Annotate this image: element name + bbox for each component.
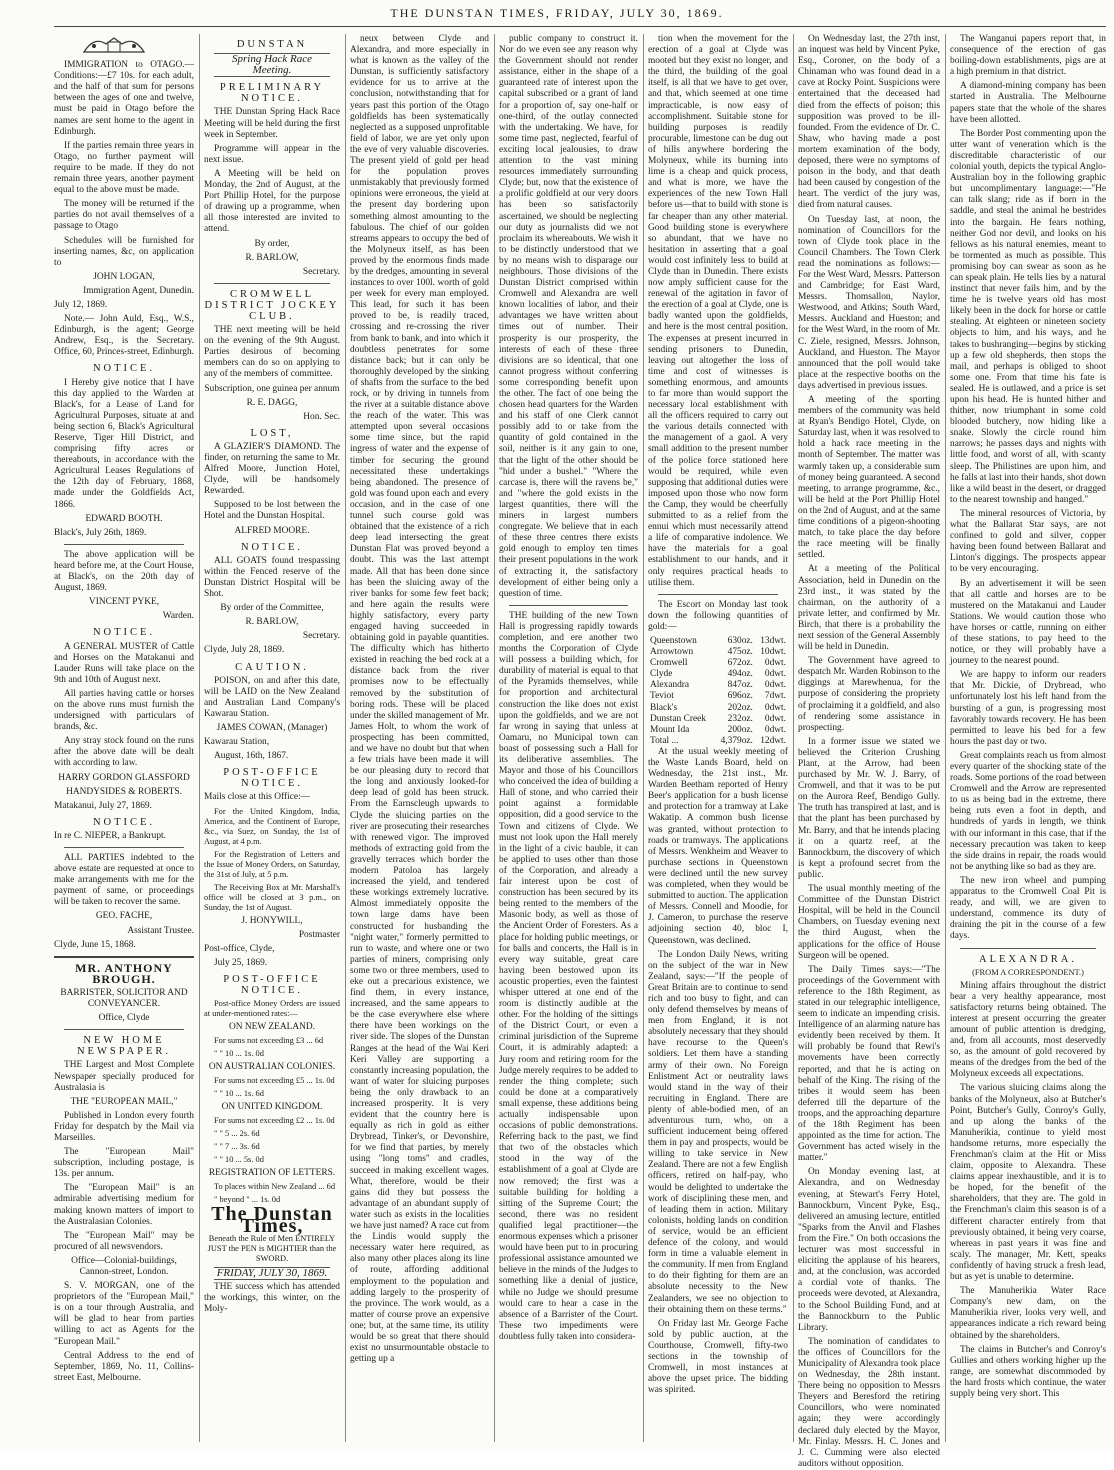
article-paragraph: Post-office, Clyde, [204, 943, 275, 954]
article-paragraph: The Wanganui papers report that, in consequence of the erection of gas boiling-down establishments, pigs are at a high premium in that district. [950, 34, 1106, 78]
section-divider [658, 594, 778, 595]
article-paragraph: S. V. MORGAN, one of the proprietors of the "European Mail," is on a tour through Australia, and will be glad to hear from parties willing to act as Agents for the "European Mail." [54, 1281, 194, 1347]
table-cell: 4,379oz. [720, 735, 753, 746]
article-paragraph: BARRISTER, SOLICITOR AND CONVEYANCER. [60, 987, 188, 1010]
article-paragraph: July 25, 1869. [214, 957, 268, 968]
table-cell: 696oz. [727, 691, 753, 702]
table-cell: 232oz. [727, 713, 753, 724]
section-divider [64, 544, 184, 545]
table-cell: 202oz. [727, 702, 753, 713]
article-paragraph: The above application will be heard before me, at the Court House, at Black's, on the 20th day of August, 1869. [54, 549, 194, 594]
article-paragraph: THE "EUROPEAN MAIL," [70, 1096, 178, 1107]
article-paragraph: " beyond " ... 1s. 0d [214, 1195, 281, 1205]
article-paragraph: A diamond-mining company has been started in Australia. The Melbourne papers state that the whole of the shares have been allotted. [950, 81, 1106, 125]
article-paragraph: Office, Clyde [98, 1013, 150, 1024]
coat-of-arms-emblem [54, 34, 174, 56]
table-cell: Teviot [650, 691, 674, 702]
article-paragraph: The Receiving Box at Mr. Marshall's office will be closed at 3 p.m., on Sunday, the 1st of August. [204, 882, 340, 912]
article-paragraph: JOHN LOGAN, [93, 271, 155, 282]
article-paragraph: Warden. [162, 611, 194, 622]
table-cell: 13dwt. [760, 635, 786, 646]
column-6 [798, 34, 940, 1469]
article-paragraph: The usual monthly meeting of the Committee of the Dunstan District Hospital, will be held in the Council Chambers, on Tuesday evening next the third August, when the applications for the office of House Surgeon will be opened. [798, 884, 940, 961]
gold-escort-table [648, 636, 788, 747]
table-cell: Mount Ida [650, 724, 690, 735]
article-paragraph: Immigration Agent, Dunedin. [83, 285, 194, 296]
article-paragraph: Schedules will be furnished for inserting names, &c, on application to [54, 235, 194, 268]
article-paragraph: HANDYSIDES & ROBERTS. [66, 786, 182, 797]
section-heading: LOST, [250, 427, 294, 439]
article-paragraph: THE Dunstan Spring Hack Race Meeting will be held during the first week in September. [204, 107, 340, 140]
article-paragraph: A GLAZIER'S DIAMOND. The finder, on returning the same to Mr. Alfred Moore, Junction Hotel, Clyde, will be handsomely Rewarded. [204, 441, 340, 497]
article-paragraph: Mails close at this Office:— [204, 792, 311, 803]
article-paragraph: JAMES COWAN, (Manager) [216, 722, 328, 733]
section-divider [64, 847, 184, 848]
article-paragraph: On Wednesday last, the 27th inst, an inquest was held by Vincent Pyke, Esq., Coroner, on the body of a Chinaman who was found dead in a cave at Rocky Point. Suspicions were entertained that the deceased had died from the effects of poison; this supposition was proved to be ill-founded. From the evidence of Dr. C. Shaw, who having made a post mortem examination of the body, deposed, there were no symptoms of poison in the body, and that death had been caused by congestion of the heart. The verdict of the jury was, died from natural causes. [798, 34, 940, 211]
table-cell: 494oz. [727, 669, 753, 680]
article-paragraph: ON AUSTRALIAN COLONIES. [208, 1062, 336, 1073]
table-cell: Cromwell [650, 658, 688, 669]
section-divider [54, 956, 194, 958]
column-rule [945, 34, 946, 1442]
article-paragraph: On Friday last Mr. George Fache sold by public auction, at the Courthouse, Cromwell, fifty-two sections in the township of Cromwell, in most instances at above the upset price. The bidding was spirited. [648, 1318, 788, 1396]
article-paragraph: On Tuesday last, at noon, the nomination of Councillors for the town of Clyde took place in the Council Chambers. The Town Clerk read the nominations as follows:—For the West Ward, Messrs. Patterson and Cambridge; for East Ward, Messrs. Thomsallon, Naylor, Westwood, and Atkins; South Ward, Messrs. Auckland and Hueston; and for the West Ward, in the room of Mr. C. Ziele, resigned, Messrs. Johnson, Auckland, and Hueston. The Mayor announced that the poll would take place at the respective booths on the days advertised in previous issues. [798, 214, 940, 391]
article-paragraph: At a meeting of the Political Association, held in Dunedin on the 23rd inst., it was stated by the chairman, on the authority of a private letter, and confirmed by Mr. Birch, that there is a probability the next session of the General Assembly will be held in Dunedin. [798, 564, 940, 653]
table-cell: 0dwt. [764, 724, 786, 735]
article-paragraph: ON NEW ZEALAND. [228, 1022, 315, 1033]
article-paragraph: POISON, on and after this date, will be LAID on the New Zealand and Australian Land Company's Kawarau Station. [204, 675, 340, 719]
article-paragraph: neux between Clyde and Alexandra, and more especially in what is known as the valley of the Dunstan, is sufficiently satisfactory evidence for us to arrive at the conclusion, notwithstanding that for years past this portion of the Otago goldfields has been systematically neglected as a supposed unprofitable field of labor, we are yet only upon the eve of very valuable discoveries. The present yield of gold per head for the population proves unmistakably that previously formed opinions were erroneous, the yield at the present day bordering upon something almost amounting to the fabulous. The chief of our golden streams appears to occupy the bed of the Molyneux itself, as has been proved by the enormous finds made by the dredges, amounting in several instances to over 100l. worth of gold per week for every man employed. This lead, for such it has been proved to be, is readily traced, crossing and re-crossing the river from bank to bank, and into which it doubtless penetrates for some distance back; but it can only be thoroughly developed by the sinking of shafts from the surface to the bed rock, or by driving in tunnels from the river at a suitable distance above the reach of the water. This was attempted upon several occasions some time since, but the rapid ingress of water and the expense of timber for securing the ground necessitated these undertakings being abandoned. The presence of gold was found upon each and every occasion, and in the case of one tunnel such course gold was obtained that the existence of a rich deep lead intersecting the great Dunstan Flat was proved beyond a doubt. This was the last attempt made. All that has been done since has been the sluicing away of the river banks for some few feet back; and here again the results were highly satisfactory, every party engaged having succeeded in obtaining gold in payable quantities. The difficulty which has hitherto existed in reaching the bed rock at a distance back from the river promises now to be effectually removed by the substitution of boring rods. These will be placed under the skilled management of Mr. James Holt, to whom the work of prospecting has been committed, and we have no doubt but that when a few trials have been made it will be our pleasing duty to record that the long and anxiously looked-for deep lead of gold has been struck. From the Earnscleugh upwards to Clyde the sluicing parties on the river are prosecuting their researches with renewed vigor. The improved methods of extracting gold from the gravelly terraces which border the modern Patoloa has largely increased the yield, and tendered these workings extremely lucrative. Almost immediately opposite the town large dams have been constructed for husbanding the "night water," formerly permitted to run to waste, and where one or two parties of miners, comprising only some two or three members, used to eke out a precarious existence, we find them, in every instance, increased, and the same appears to be the case everywhere else where there have been workings on the river side. The slopes of the Dunstan Ranges at the head of the Wai Keri Keri Valley are supporting a constantly increasing population, the want of water for sluicing purposes being the only drawback to an increased prosperity. It is very evident that the country here is equally as rich in gold as either Drybread, Tinker's, or Devonshire, for we find that parties, by merely using "long toms" and cradles, succeed in making excellent wages. What, therefore, would be their gains did they but possess the advantage of an abundant supply of water such as exists in the localities we have just named? A race cut from the Lindis would supply the necessary water here required, as also many other places along its line of route, affording additional employment to the population and adding largely to the prosperity of the province. The work would, as a matter of course prove an expensive one; but, at the same time, its utility would be so great that there should exist no unsurmountable obstacle to getting up a [350, 34, 489, 1365]
article-paragraph: " " 10 ... 1s. 6d [214, 1089, 264, 1099]
article-paragraph: The money will be returned if the parties do not avail themselves of a passage to Otago [54, 199, 194, 232]
article-paragraph: By an advertisement it will be seen that all cattle and horses are to be mustered on the Matakanui and Lauder Stations. We would caution those who have horses or cattle, running on either of these stations, to pay heed to the notice, or they will probably have a journey to the nearest pound. [950, 578, 1106, 667]
article-paragraph: ALFRED MOORE. [234, 525, 310, 536]
article-paragraph: The mineral resources of Victoria, by what the Ballarat Star says, are not confined to gold and silver, copper having been found between Ballarat and Linton's diggings. The prospects appear to be very encouraging. [950, 508, 1106, 575]
article-paragraph: In a former issue we stated we believed the Criterion Crushing Plant, at the Arrow, had been purchased by Mr. W. J. Barry, of Cromwell, and that it was to be put on the Aurora Reef, Bendigo Gully. The truth has transpired at last, and is that the plant has been purchased by Mr. Barry, and that he intends placing it on a quartz reef, at the Bannockburn, the discovery of which is kept a profound secret from the public. [798, 736, 940, 880]
article-paragraph: ALL GOATS found trespassing within the Fenced reserve of the Dunstan District Hospital will be Shot. [204, 555, 340, 600]
article-paragraph: The Daily Times says:—"The proceedings of the Government with reference to the 18th Regiment, as stated in our telegraphic intelligence, seem to indicate an impending crisis. Intelligence of an alarming nature has evidently been received by them. It will probably be found that Rewi's movements have been correctly reported, and that he is acting on behalf of the King. The rising of the tribes it would seem has been deferred till the departure of the troops, and the approaching departure of the 18th Regiment has been appointed as the time for action. The Government has acted wisely in the matter." [798, 964, 940, 1164]
table-cell: 7dwt. [764, 691, 786, 702]
article-paragraph: THE next meeting will be held on the evening of the 9th August. Parties desirous of becoming members can do so on applying to any of the members of committee. [204, 325, 340, 380]
bold-heading: MR. ANTHONY BROUGH. [75, 960, 173, 986]
article-paragraph: The "European Mail" may be procured of all newsvendors. [54, 1230, 194, 1252]
article-paragraph: J. HONYWILL, [241, 915, 303, 926]
article-paragraph: THE Largest and Most Complete Newspaper specially produced for Australasia is [54, 1060, 194, 1093]
article-paragraph: The Manuherikia Water Race Company's new dam, on the Manuherikia river, looks very well, and appearances indicate a rich reward being obtained by the shareholders. [950, 1286, 1106, 1341]
article-paragraph: A meeting of the sporting members of the community was held at Ryan's Bendigo Hotel, Clyde, on Saturday last, when it was resolved to hold a hack race meeting in the month of September. The matter was warmly taken up, a considerable sum of money being guaranteed. A second meeting, to arrange programme, &c., will be held at the Port Phillip Hotel on the 2nd of August, and at the same time conditions of a pigeon-shooting match, to take place the day before the race meeting will be finally settled. [798, 395, 940, 561]
article-paragraph: The London Daily News, writing on the subject of the war in New Zealand, says:—"If the people of Great Britain are to continue to send rich and too busy to fight, and can only defend themselves by means of men from England, it is not absolutely necessary that they should have recourse to the Queen's soldiers. Let them have a standing army of their own. No Foreign Enlistment Act or neutrality laws would stand in the way of their recruiting in England. There are plenty of able-bodied men, of an adventurous turn, who, on a sufficient inducement being offered them in pay and prospects, would be willing to take service in New Zealand. There are not a few English officers, retired on half-pay, who would be delighted to undertake the work of disciplining these men, and of leading them in action. Military colonists, holding lands on condition of service, would be an efficient defence of the colony, and would form in time a valuable element in the community. If men from England to do their fighting for them are an absolute necessity to the New Zealanders, we see no objection to their obtaining them on these terms." [648, 949, 788, 1315]
section-divider [64, 1029, 184, 1030]
column-rule [494, 34, 495, 1442]
table-row [648, 736, 788, 747]
table-row [648, 714, 788, 725]
column-rule [345, 34, 346, 1442]
section-divider [214, 283, 330, 284]
article-paragraph: " " 7 ... 3s. 6d [214, 1142, 260, 1152]
table-cell: Total ... [650, 735, 679, 746]
article-paragraph: On Monday evening last, at Alexandra, and on Wednesday evening, at Stewart's Ferry Hotel, Bannockburn, Vincent Pyke, Esq., delivered an amusing lecture, entitled "Sparks from the Anvil and Flashes from the Fire." On both occasions the lecturer was most successful in eliciting the applause of his hearers, and, at the conclusion, was accorded a cordial vote of thanks. The proceeds were devoted, at Alexandra, to the School Building Fund, and at the Bannockburn to the Public Library. [798, 1167, 940, 1333]
article-paragraph: HARRY GORDON GLASSFORD [58, 772, 190, 783]
top-rule [54, 26, 1106, 27]
article-paragraph: Post-office Money Orders are issued at under-mentioned rates:— [204, 999, 340, 1019]
table-cell: Dunstan Creek [650, 713, 706, 724]
section-heading: NOTICE. [92, 363, 156, 375]
table-row [648, 725, 788, 736]
table-cell: 0dwt. [764, 680, 786, 691]
section-divider [960, 948, 1096, 949]
article-paragraph: If the parties remain three years in Otago, no further payment will require to be made. If they do not remain three years, another payment equal to the above must be made. [54, 140, 194, 196]
article-paragraph: GEO. FACHE, [95, 911, 153, 922]
section-heading: NOTICE. [92, 816, 156, 828]
article-paragraph: tion when the movement for the erection of a goal at Clyde was mooted but they exist no longer, and the third, the building of the goal itself, is all that we have to get over, and that, which seemed at one time impracticable, is now easy of accomplishment. Suitable stone for building purposes is readily procurable, limestone can be dug out of hills anywhere bordering the Molyneux, while its burning into lime is a cheap and quick process, and what is more, we have the experiences of the new Town Hall before us—that to build with stone is far cheaper than any other material. Good building stone is everywhere so abundant, that we have no hesitation in asserting that a goal would cost infinitely less to build at Clyde than in Dunedin. There exists now amply sufficient cause for the renewal of the agitation in favor of the erection of a goal at Clyde, one is badly wanted upon the goldfields, and here is the most central position. The expenses at present incurred in sending prisoners to Dunedin, leaving out altogether the loss of time and cost of witnesses is something enormous, and amounts to far more than would support the necessary local establishment with all the officers required to carry out the various details connected with the management of a gaol. A very small addition to the present number of the police force stationed here would be required, while even supposing that additional duties were imposed upon those who now form the Camp, they would be cheerfully submitted to as a relief from the ennui which must necessarily attend a life of comparative indolence. We have the materials for a goal establishment to our hands, and it only requires practical heads to utilise them. [648, 34, 788, 588]
column-4 [499, 34, 638, 1444]
article-paragraph: Hon. Sec. [303, 411, 340, 422]
table-cell: 475oz. [727, 647, 753, 658]
table-cell: 847oz. [727, 680, 753, 691]
article-paragraph: " " 10 ... 1s. 0d [214, 1049, 264, 1059]
article-paragraph: A Meeting will be held on Monday, the 2nd of August, at the Port Phillip Hotel, for the purpose of drawing up a programme, when all those interested are invited to attend. [204, 168, 340, 235]
article-paragraph: By order, [254, 238, 290, 249]
article-paragraph: IMMIGRATION to OTAGO.—Conditions:—£7 10s. for each adult, and the half of that sum for persons between the ages of one and twelve, must be paid in Otago before the names are sent home to the agent in Edinburgh. [54, 60, 194, 137]
section-heading: POST-OFFICE NOTICE. [223, 973, 321, 996]
article-paragraph: The Government have agreed to despatch Mr. Warden Robinson to the diggings at Marewhenua, for the purpose of considering the propriety of proclaiming it a goldfield, and also of rendering some assistance in prospecting. [798, 656, 940, 733]
table-row [648, 658, 788, 669]
article-paragraph: Kawarau Station, [204, 737, 270, 748]
table-row [648, 636, 788, 647]
article-paragraph: For sums not exceeding £2 ... 1s. 0d [214, 1116, 335, 1126]
article-paragraph: Supposed to be lost between the Hotel and the Dunstan Hospital. [204, 500, 340, 522]
column-5 [648, 34, 788, 1444]
article-paragraph: EDWARD BOOTH. [85, 513, 163, 524]
article-paragraph: THE building of the new Town Hall is progressing rapidly towards completion, and ere another two months the Corporation of Clyde will possess a building which, for durability of material is equal to that of the Pyramids themselves, while for proportion and architectural construction the like does not exist upon the goldfields, and we are not far wrong in saying that unless at Oamaru, no Municipal town can boast of possessing such a Hall for its deliberative assemblies. The Mayor and those of his Councillors who conceived the idea of building a Hall of stone, and who carried their point against a formidable opposition, did a good service to the Town and citizens of Clyde. We must not look upon the Hall merely in the light of a civic bauble, it can be applied to uses other than those of the Corporation, and already a fair interest upon be cost of construction has been secured by its being rented to the members of the Masonic body, as well as those of the Ancient Order of Foresters. As a place for holding public meetings, or for balls and concerts, the Hall is in every way suitable, great care having been bestowed upon its acoustic properties, even the faintest whisper uttered at one end of the room is distinctly audible at the other. For the holding of the sittings of the District Court, or even a criminal jurisdiction of the Supreme Court, it is admirably adapted: a Jury room and retiring room for the Judge merely requires to be added to render the thing complete; such could be done at a comparatively small expense, these additions being actually indispensable upon occasions of public demonstrations. Referring back to the past, we find that two of the obstacles which stood in the way of the establishment of a goal at Clyde are now removed; the first was a suitable building for holding a sitting of the Supreme Court; the second, there was no resident qualified legal practitioner—the enormous expenses which a prisoner would have been put to in procuring professional assistance amounted we believe in the minds of the Judges to something like a denial of justice, while no Judge we should presume would care to hear a case in the absence of a Barrister of the Court. These two impediments were doubtless fully taken into considera- [499, 610, 638, 1342]
table-cell: Queenstown [650, 635, 697, 646]
article-paragraph: Black's, July 26th, 1869. [54, 527, 147, 538]
masthead-title: The Dunstan Times, [211, 1203, 333, 1237]
article-paragraph: The new iron wheel and pumping apparatus to the Cromwell Coal Pit is ready, and will, we are given to understand, commence its duty of draining the pit in the course of a few days. [950, 875, 1106, 942]
section-heading: CAUTION. [235, 661, 309, 673]
article-paragraph: In re C. NIEPER, a Bankrupt. [54, 830, 166, 841]
article-paragraph: I Hereby give notice that I have this day applied to the Warden at Black's, for a Lease of Land for Agricultural Purposes, situate at and being section 6, Black's Agricultural Reserve, Tiger Hill District, and comprising fifty acres or thereabouts, in accordance with the Agricultural Leases Regulations of the 12th day of February, 1868, made under the Goldfields Act, 1866. [54, 377, 194, 510]
article-paragraph: Any stray stock found on the runs after the above date will be dealt with according to law. [54, 736, 194, 769]
article-paragraph: Beneath the Rule of Men ENTIRELY JUST the PEN is MIGHTIER than the SWORD. [207, 1233, 337, 1263]
section-heading: NOTICE. [92, 627, 156, 639]
article-paragraph: THE success which has attended the workings, this winter, on the Moly- [204, 1281, 340, 1314]
article-paragraph: " " 10 ... 5s. 0d [214, 1155, 264, 1165]
column-1 [54, 34, 194, 1444]
section-heading: POST-OFFICE NOTICE. [223, 767, 321, 790]
article-paragraph: Great complaints reach us from almost every quarter of the shocking state of the roads. Some portions of the road between Cromwell and the Arrow are represented to us as being bad in the extreme, there being ruts even a foot in depth, and hundreds of yards in length, we think with our informant in this case, that if the necessary precaution was taken to keep the side drains in repair, the roads would not be anything like so bad as they are. [950, 750, 1106, 872]
article-paragraph: Programme will appear in the next issue. [204, 143, 340, 165]
article-paragraph: The nomination of candidates to the offices of Councillors for the Municipality of Alexandra took place on Wednesday, the 28th instant. There being no opposition to Messrs Theyers and Beresford the retiring Councillors, who were nominated again; they were accordingly declared duly elected by the Mayor, Mr. Finlay. Messrs. H. C. Jones and J. C. Cumming were also elected auditors without opposition. [798, 1336, 940, 1469]
column-rule [643, 34, 644, 1442]
article-paragraph: August, 16th, 1867. [214, 751, 289, 762]
table-cell: 0dwt. [764, 658, 786, 669]
table-cell: 12dwt. [760, 735, 786, 746]
article-paragraph: Assistant Trustee. [127, 925, 194, 936]
article-paragraph: (FROM A CORRESPONDENT.) [972, 967, 1084, 977]
table-row [648, 691, 788, 702]
article-paragraph: ON UNITED KINGDOM. [221, 1102, 323, 1113]
article-paragraph: Matakanui, July 27, 1869. [54, 800, 152, 811]
article-paragraph: For sums not exceeding £3 ... 6d [214, 1036, 324, 1046]
column-2 [204, 34, 340, 1444]
table-cell: 630oz. [727, 635, 753, 646]
article-paragraph: For the United Kingdom, India, America, and the Continent of Europe, &c., via Suez, on Sunday, the 1st of August, at 4 p.m. [204, 806, 340, 846]
article-paragraph: Postmaster [298, 929, 340, 940]
article-paragraph: Central Address to the end of September, 1869, No. 11, Collins-street East, Melbourne. [54, 1350, 194, 1383]
article-paragraph: Subscription, one guinea per annum [204, 383, 340, 394]
section-heading: NOTICE. [240, 541, 304, 553]
article-paragraph: VINCENT PYKE, [88, 597, 160, 608]
article-paragraph: All parties having cattle or horses on the above runs must furnish the undersigned with particulars of brands, &c. [54, 688, 194, 733]
article-paragraph: Secretary. [302, 266, 340, 277]
article-paragraph: ALL PARTIES indebted to the above estate are requested at once to make arrangements with me for the payment of same, or proceedings will be taken to recover the same. [54, 853, 194, 908]
article-paragraph: The various sluicing claims along the banks of the Molyneux, also at Butcher's Point, Butcher's Gully, Conroy's Gully, and up along the banks of the Manuherikia, continue to yield most handsome returns, more especially the Frenchman's claim at the Hit or Miss claim, opposite to Alexandra. These claims appear inexhaustible, and it is to be hoped, for the benefit of the shareholders, that they are. The gold in the Frenchman's claim this season is of a different character entirely from that previously obtained, it being very coarse, whereas in past years it was fine and scaly. The manager, Mr. Kett, speaks confidently of having struck a fresh lead, but as yet is unable to determine. [950, 1083, 1106, 1283]
article-paragraph: R. BARLOW, [245, 252, 299, 263]
article-paragraph: R. E. DAGG, [246, 397, 298, 408]
column-7 [950, 34, 1106, 1444]
table-cell: 0dwt. [764, 669, 786, 680]
article-paragraph: R. BARLOW, [245, 617, 299, 628]
article-paragraph: The "European Mail" is an admirable advertising medium for making known matters of import to the Australasian Colonies. [54, 1183, 194, 1227]
column-rule [793, 34, 794, 1442]
table-cell: 0dwt. [764, 713, 786, 724]
article-paragraph: The "European Mail" subscription, including postage, is 13s. per annum. [54, 1147, 194, 1180]
article-paragraph: Mining affairs throughout the district bear a very healthy appearance, most satisfactory returns being obtained. The interest at present occurring the greater amount of public attention is dredging, and, from all accounts, most deservedly so, as the amount of gold recovered by means of the dredges from the bed of the Molyneux exceeds all expectations. [950, 980, 1106, 1080]
article-paragraph: A GENERAL MUSTER of Cattle and Horses on the Matakanui and Lauder Runs will take place on the 9th and 10th of August next. [54, 641, 194, 685]
table-cell: 0dwt. [764, 702, 786, 713]
table-row [648, 680, 788, 691]
column-3 [350, 34, 489, 1444]
table-row [648, 669, 788, 680]
article-paragraph: Secretary. [302, 631, 340, 642]
article-paragraph: Published in London every fourth Friday for despatch by the Mail via Marseilles. [54, 1110, 194, 1143]
article-paragraph: The claims in Butcher's and Conroy's Gullies and others working higher up the range, are somewhat discommoded by the hard frosts which continue, the water supply being very short. This [950, 1344, 1106, 1399]
table-cell: Arrowtown [650, 647, 694, 658]
table-cell: Clyde [650, 669, 673, 680]
table-cell: 200oz. [727, 724, 753, 735]
article-paragraph: The Border Post commenting upon the utter want of veneration which is the discreditable characteristic of our colonial youth, depicts the typical Anglo-Australian boy in the following graphic but uncomplimentary language:—"He can talk slang; ride as if born in the saddle, and steal the animal he bestrides into the bargain. He fears nothing, neither God nor devil, and looks on his fellows as his natural enemies, meant to be tormented as much as possible. This promising boy can swear as soon as he can speak plain. He tells lies by a natural instinct that never fails him, and by the time he is twelve years old has most likely been in the dock for horse or cattle stealing. At eighteen or nineteen society objects to him, and his ways, and he takes to bushranging—begins by sticking up a few old shepherds, then stops the mail, and perhaps is obliged to shoot some one. From that time his fate is sealed. He is outlawed, and a price is set upon his head. He is hunted hither and thither, now triumphant in some cold blooded butchery, now hiding like a snake. Slowly the circle round him narrows; he passes days and nights with little food, and worst of all, with scanty sleep. The Philistines are upon him, and he falls at last into their hands, shot down like a wild beast in the desert, or dragged to the nearest township and hanged." [950, 128, 1106, 505]
table-row [648, 703, 788, 714]
running-head: THE DUNSTAN TIMES, FRIDAY, JULY 30, 1869. [390, 6, 724, 20]
section-heading: DUNSTAN [236, 39, 308, 50]
column-rule [199, 34, 200, 1442]
table-cell: Alexandra [650, 680, 690, 691]
article-paragraph: Clyde, July 28, 1869. [204, 645, 285, 656]
article-paragraph: Clyde, June 15, 1868. [54, 939, 136, 950]
article-paragraph: Note.— John Auld, Esq., W.S., Edinburgh, is the agent; George Andrew, Esq., is the Secretary. Office, 60, Princes-street, Edinburgh. [54, 314, 194, 358]
article-paragraph: REGISTRATION OF LETTERS. [208, 1168, 336, 1179]
section-divider [509, 605, 628, 606]
boxed-heading: FRIDAY, JULY 30, 1869. [214, 1267, 330, 1280]
article-paragraph: To places within New Zealand ... 6d [214, 1182, 336, 1192]
article-paragraph: For sums not exceeding £5 ... 1s. 0d [214, 1076, 335, 1086]
article-paragraph: July 12, 1869. [54, 299, 108, 310]
boxed-heading: Spring Hack Race Meeting. [214, 53, 330, 77]
article-paragraph: Office—Colonial-buildings, Cannon-street, London. [71, 1255, 177, 1277]
article-paragraph: For the Registration of Letters and the Issue of Money Orders, on Saturday, the 31st of July, at 5 p.m. [204, 849, 340, 879]
article-paragraph: public company to construct it. Nor do we even see any reason why the Government should not render assistance, either in the shape of a guaranteed rate of interest upon the capital subscribed or a grant of land for a proportion of, say one-half or one-third, of the outlay connected with the undertaking. We have, for some time past, neglected, fearful of exciting local jealousies, to draw attention to the vast mining resources immediately surrounding Clyde; but, now that the existence of a prolific goldfield at our very doors has been so satisfactorily ascertained, we should be neglecting our duty as journalists did we not proclaim its whereabouts. We wish it to be distinctly understood that we by no means wish to disparage our neighbours. Those divisions of the Dunstan District comprised within Cromwell and Alexandra are well known localities of labor, and their advantages we have written about times out of number. Their prosperity is our prosperity, the interests of each of these three divisions are so identical, that one cannot progress without conferring some corresponding benefit upon the other. The fact of one being the chosen head quarters for the Warden and his staff of one Clerk cannot possibly add to or take from the quantity of gold contained in the soil, neither is it any gain to one, that the light of the other should be "hid under a bushel." "Where the carcase is, there will the ravens be," and "where the gold exists in the largest quantities, there will the miners in largest numbers congregate. We believe that in each of these three centres there exists gold enough to employ ten times their present populations in the work of extracting it, the satisfactory development of either being only a question of time. [499, 34, 638, 599]
article-paragraph: We are happy to inform our readers that Mr. Dickie, of Drybread, who unfortunately lost his left hand from the bursting of a gun, is progressing most favorably towards recovery. He has been permitted to leave his bed for a few hours the past day or two. [950, 670, 1106, 747]
section-heading: PRELIMINARY NOTICE. [219, 82, 325, 105]
section-heading: CROMWELL DISTRICT JOCKEY CLUB. [204, 288, 340, 322]
table-cell: 672oz. [727, 658, 753, 669]
table-cell: Black's [650, 702, 678, 713]
section-heading: NEW HOME NEWSPAPER. [76, 1035, 172, 1058]
article-paragraph: By order of the Committee, [220, 603, 324, 614]
table-row [648, 647, 788, 658]
article-paragraph: The Escort on Monday last took down the following quantities of gold:— [648, 599, 788, 632]
article-paragraph: " " 5 ... 2s. 6d [214, 1129, 260, 1139]
article-paragraph: At the usual weekly meeting of the Waste Lands Board, held on Wednesday, the 21st inst., Mr. Warden Beetham reported of Henry Beer's application for a bush license and protection for a tramway at Lake Wakatip. A common bush license was granted, without protection to roads or tramways. The applications of Messrs. Wenkheim and Weaver to purchase sections in Queenstown were declined until the new survey was completed, when they would be submitted to auction. The application of Messrs. Connell and Moodie, for J. Cameron, to purchase the reserve adjoining section 40, bloc I, Queenstown, was declined. [648, 746, 788, 946]
section-heading: ALEXANDRA. [979, 953, 1077, 965]
table-cell: 10dwt. [760, 647, 786, 658]
